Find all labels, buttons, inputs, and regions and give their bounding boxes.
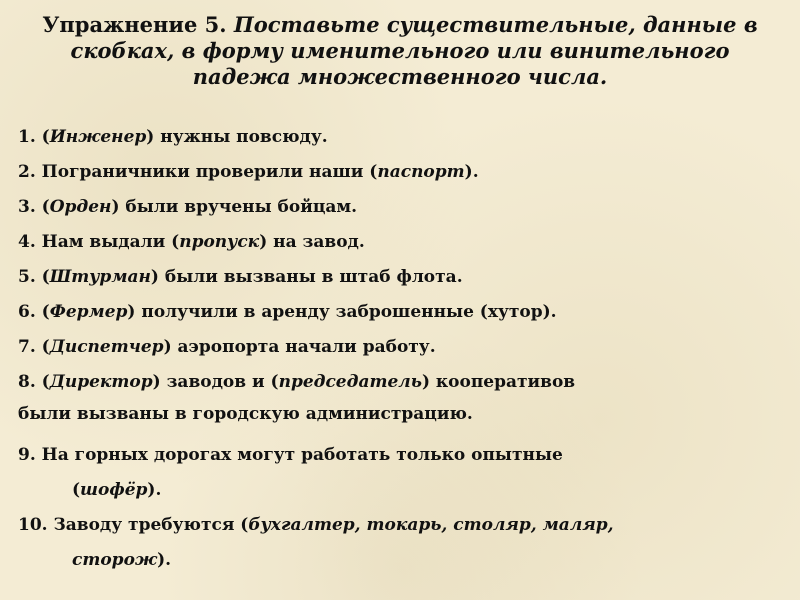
- list-item: 1. (Инженер) нужны повсюду.: [18, 127, 328, 147]
- list-item: 10. Заводу требуются (бухгалтер, токарь, столяр, маляр, сторож).: [18, 515, 614, 570]
- list-item: 8. (Директор) заводов и (председатель) кооперативов: [18, 372, 576, 392]
- list-item: 2. Пограничники проверили наши (паспорт).: [18, 162, 479, 182]
- list-item: 7. (Диспетчер) аэропорта начали работу.: [18, 337, 436, 357]
- list-item-continuation: были вызваны в городскую администрацию.: [18, 404, 473, 424]
- exercise-instruction: Поставьте существительные, данные в скобках, в форму именительного или винительного падежа множественного числа.: [70, 12, 758, 89]
- exercise-items: [18, 126, 793, 578]
- exercise-title: [20, 12, 780, 90]
- list-item: 3. (Орден) были вручены бойцам.: [18, 197, 358, 217]
- list-item: 6. (Фермер) получили в аренду заброшенные (хутор).: [18, 302, 557, 322]
- list-item: 4. Нам выдали (пропуск) на завод.: [18, 232, 365, 252]
- list-item: 5. (Штурман) были вызваны в штаб флота.: [18, 267, 463, 287]
- exercise-number: Упражнение 5.: [42, 12, 227, 37]
- list-item: 9. На горных дорогах могут работать только опытные (шофёр).: [18, 445, 563, 500]
